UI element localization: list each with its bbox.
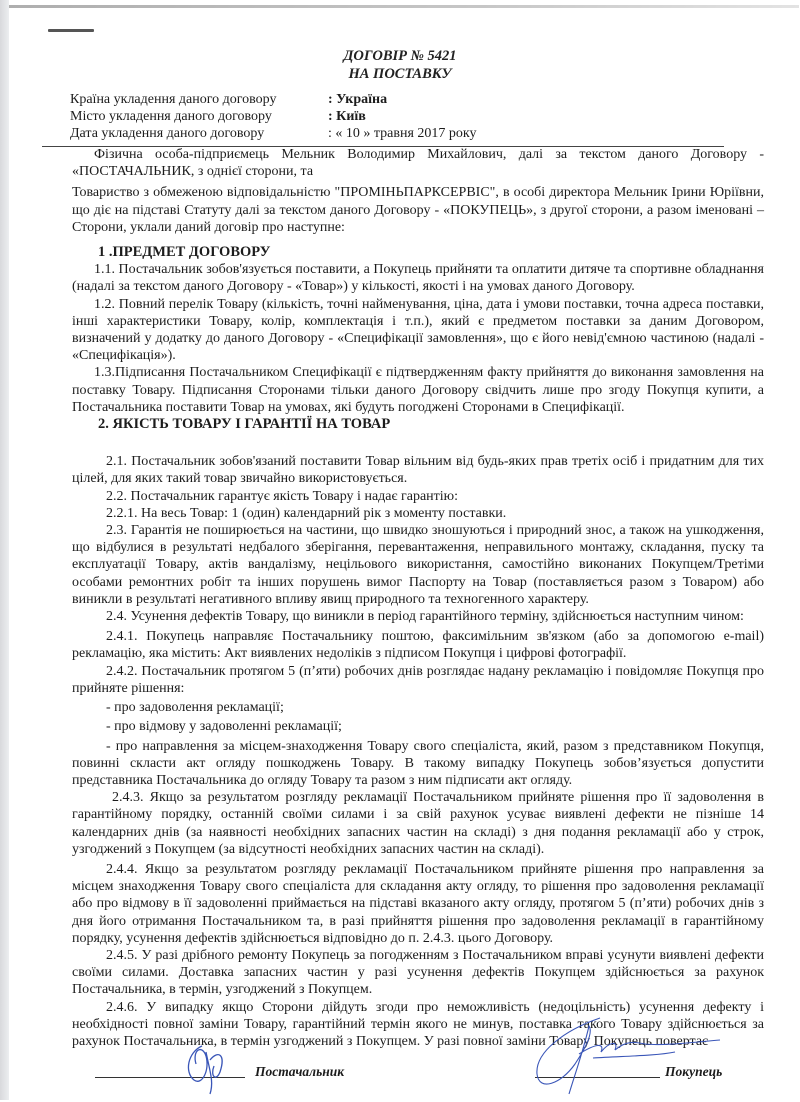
document-title (0, 47, 800, 83)
clause: 1.3.Підписання Постачальником Специфікації є підтвердженням факту прийняття до виконання замовлення на поставку Товару. Підписання Сторонами тільки даного Договору свідчить лише про згоду Покупця купити, а Постачальника поставити Товар на умовах, які будуть погоджені Сторонами в Специфікації. (72, 365, 764, 415)
corner-mark (48, 29, 94, 32)
contract-body (72, 146, 764, 1050)
clause: 2.1. Постачальник зобов'язаний поставити Товар вільним від будь-яких прав третіх осіб і придатним для тих цілей, для яких такий товар звичайно використовується. (72, 454, 764, 487)
clause: 2.3. Гарантія не поширюється на частини, що швидко зношуються і природний знос, а також на ушкодження, що відбулися в результаті недбалого зберігання, перевантаження, неправильного монтажу, складання, пуску та експлуатації Товару, актів вандалізму, нецільового використання, самостійно виконаних Покупцем/Третіми особами ремонтних робіт та інших порушень вимог Паспорту на Товар (поставляється разом з Товаром) або виникли в результаті негативного впливу явищ природного та техногенного характеру. (72, 523, 764, 607)
list-item: - про направлення за місцем-знаходження Товару свого спеціаліста, який, разом з представником Покупця, повинні скласти акт огляду пошкоджень Товару. В такому випадку Покупець зобов’язується допустити представника Постачальника до огляду Товару та разом з ним підписати акт огляду. (72, 738, 764, 788)
clause: 2.4.1. Покупець направляє Постачальнику поштою, факсимільним зв'язком (або за допомогою e-mail) рекламацію, яка містить: Акт виявлених недоліків з підписом Покупця і цифрові фотографії. (72, 629, 764, 662)
clause: 2.4.5. У разі дрібного ремонту Покупець за погодженням з Постачальником вправі усунути виявлені дефекти своїми силами. Доставка запасних частин у разі усунення дефектів Покупцем здійснюється за рахунок Постачальника, в термін, узгоджений з Покупцем. (72, 947, 764, 998)
section-heading: 2. ЯКІСТЬ ТОВАРУ І ГАРАНТІЇ НА ТОВАР (98, 416, 391, 433)
title-line-2: НА ПОСТАВКУ (348, 66, 452, 82)
clause: 2.4. Усунення дефектів Товару, що виникли в період гарантійного терміну, здійснюється наступним чином: (106, 609, 744, 625)
meta-row-city (70, 108, 730, 125)
meta-value-text: : Київ (328, 109, 366, 124)
intro-paragraph: Фізична особа-підприємець Мельник Володимир Михайлович, далі за текстом даного Договору - «ПОСТАЧАЛЬНИК, з однієї сторони, та (72, 147, 764, 180)
clause: 2.2. Постачальник гарантує якість Товару і надає гарантію: (106, 488, 459, 504)
clause: 1.1. Постачальник зобов'язується поставити, а Покупець прийняти та оплатити дитяче та спортивне обладнання (надалі за текстом даного Договору - «Товар») у кількості, якості і на умовах даного Договору. (72, 262, 764, 295)
intro-paragraph: Товариство з обмеженою відповідальністю "ПРОМІНЬПАРКСЕРВІС", в особі директора Мельник Ірини Юріївни, що діє на підставі Статуту далі за текстом даного Договору - «ПОКУПЕЦЬ», з другої сторони, а разом іменовані – Сторони, уклали даний договір про наступне: (72, 185, 764, 235)
section-heading: 1 .ПРЕДМЕТ ДОГОВОРУ (98, 244, 271, 261)
meta-row-date (70, 125, 730, 142)
supplier-label: Постачальник (255, 1064, 345, 1079)
clause: 2.4.3. Якщо за результатом розгляду рекламації Постачальником прийняте рішення про її задоволення в гарантійному порядку, останній своїми силами і за свій рахунок усуває виявлені дефекти не пізніше 14 календарних днів (за наявності необхідних запасних частин на складі) з дня подання рекламації або у строк, узгоджений з Покупцем (за відсутності необхідних запасних частин на складі). (72, 790, 764, 857)
clause: 2.4.4. Якщо за результатом розгляду рекламації Постачальником прийняте рішення про направлення за місцем знаходження Товару свого спеціаліста для складання акту огляду, то рішення про задоволення рекламації або про відмову в її задоволенні приймається на підставі вказаного акту огляду, протягом 5 (п’яти) робочих днів з дня його отримання Постачальником та, в разі прийняття рішення про задоволення рекламації в гарантійному порядку, усунення дефектів здійснюється відповідно до п. 2.4.3. цього Договору. (72, 861, 764, 946)
meta-row-country (70, 91, 730, 108)
buyer-signature (505, 1012, 725, 1102)
scan-edge-top (9, 5, 799, 8)
meta-value: : « 10 » травня 2017 року (328, 126, 477, 141)
meta-value-text: : Україна (328, 92, 388, 107)
list-item: - про відмову у задоволенні рекламації; (106, 719, 342, 735)
meta-value (328, 108, 366, 125)
meta-label: Країна укладення даного договору (70, 92, 277, 107)
clause: 2.2.1. На весь Товар: 1 (один) календарний рік з моменту поставки. (106, 505, 507, 521)
signature-area (0, 1040, 800, 1100)
meta-label: Місто укладення даного договору (70, 109, 272, 124)
clause: 2.4.2. Постачальник протягом 5 (п’яти) робочих днів розглядає надану рекламацію і повідомляє Покупця про прийняте рішення: (72, 663, 764, 696)
list-item: - про задоволення рекламації; (106, 700, 284, 716)
buyer-label: Покупець (665, 1064, 723, 1079)
meta-label: Дата укладення даного договору (70, 126, 265, 141)
title-line-1: ДОГОВІР № 5421 (343, 48, 457, 64)
scan-edge-left (0, 0, 9, 1100)
clause: 2.4.6. У випадку якщо Сторони дійдуть згоди про неможливість (недоцільність) усунення дефекту і необхідності повної заміни Товару, гарантійний термін якого не минув, поставка такого Товару здійснюється за рахунок Постачальника, в термін узгоджений з Покупцем. У разі повної заміни Товару Покупець повертає (72, 999, 764, 1049)
clause: 1.2. Повний перелік Товару (кількість, точні найменування, ціна, дата і умови поставки, точна адреса поставки, інші характеристики Товару, колір, комплектація і т.п.), який є предметом поставки за даним Договором, визначений у додатку до даного Договору - «Специфікації замовлення», що є його невід'ємною частиною (надалі - «Специфікація»). (72, 296, 764, 364)
contract-meta (70, 91, 730, 142)
meta-value (328, 91, 387, 108)
supplier-signature (180, 1032, 240, 1102)
